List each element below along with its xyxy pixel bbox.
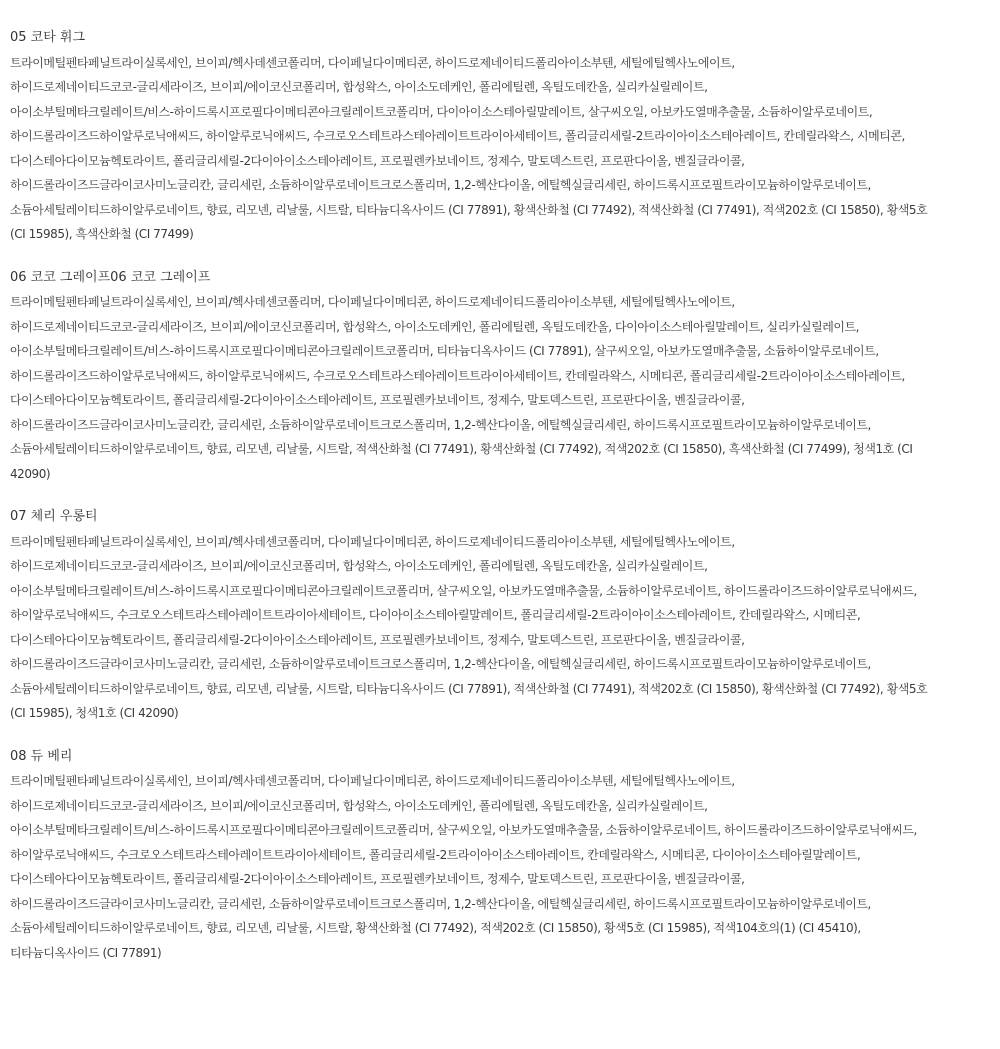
ingredient-line: 티타늄디옥사이드 (CI 77891) [10, 945, 162, 960]
ingredient-line: 다이스테아다이모늄헥토라이트, 폴리글리세릴-2다이아이소스테아레이트, 프로필렌카보네이트, 정제수, 말토덱스트린, 프로판다이올, 벤질글라이콜, [10, 632, 745, 647]
ingredient-line: 하이드롤라이즈드글라이코사미노글리칸, 글리세린, 소듐하이알루로네이트크로스폴리머, 1,2-헥산다이올, 에틸헥실글리세린, 하이드록시프로필트라이모늄하이알루로네이트, [10, 178, 871, 192]
shade-title: 06 코코 그레이프06 코코 그레이프 [10, 269, 211, 285]
shade-section-07 [10, 505, 995, 726]
ingredient-line: 소듐아세틸레이티드하이알루로네이트, 향료, 리모넨, 리날룰, 시트랄, 티타늄디옥사이드 (CI 77891), 적색산화철 (CI 77491), 적색202호 (CI 15850), 황색산화철 (CI 77492), 황색5호 [10, 681, 928, 696]
ingredient-line: 하이알루로닉애씨드, 수크로오스테트라스테아레이트트라이아세테이트, 폴리글리세릴-2트라이아이소스테아레이트, 칸데릴라왁스, 시메티콘, 다이아이소스테아릴말레이트, [10, 847, 861, 862]
ingredient-line: 소듐아세틸레이티드하이알루로네이트, 향료, 리모넨, 리날룰, 시트랄, 적색산화철 (CI 77491), 황색산화철 (CI 77492), 적색202호 (CI 15850), 흑색산화철 (CI 77499), 청색1호 (CI [10, 442, 913, 456]
ingredient-line: (CI 15985), 청색1호 (CI 42090) [10, 706, 179, 720]
ingredient-line: 다이스테아다이모늄헥토라이트, 폴리글리세릴-2다이아이소스테아레이트, 프로필렌카보네이트, 정제수, 말토덱스트린, 프로판다이올, 벤질글라이콜, [10, 153, 745, 168]
ingredient-line: 트라이메틸펜타페닐트라이실록세인, 브이피/헥사데센코폴리머, 다이페닐다이메티콘, 하이드로제네이티드폴리아이소부텐, 세틸에틸헥사노에이트, [10, 774, 735, 788]
ingredient-line: 하이알루로닉애씨드, 수크로오스테트라스테아레이트트라이아세테이트, 다이아이소스테아릴말레이트, 폴리글리세릴-2트라이아이소스테아레이트, 칸데릴라왁스, 시메티콘, [10, 608, 861, 622]
ingredient-line: 하이드롤라이즈드하이알루로닉애씨드, 하이알루로닉애씨드, 수크로오스테트라스테아레이트트라이아세테이트, 칸데릴라왁스, 시메티콘, 폴리글리세릴-2트라이아이소스테아레이트, [10, 368, 905, 383]
ingredient-line: 트라이메틸펜타페닐트라이실록세인, 브이피/헥사데센코폴리머, 다이페닐다이메티콘, 하이드로제네이티드폴리아이소부텐, 세틸에틸헥사노에이트, [10, 295, 735, 309]
ingredient-line: 트라이메틸펜타페닐트라이실록세인, 브이피/헥사데센코폴리머, 다이페닐다이메티콘, 하이드로제네이티드폴리아이소부텐, 세틸에틸헥사노에이트, [10, 55, 735, 70]
shade-section-08 [10, 745, 995, 966]
ingredient-line: (CI 15985), 흑색산화철 (CI 77499) [10, 227, 194, 241]
ingredient-line: 하이드로제네이티드코코-글리세라이즈, 브이피/에이코신코폴리머, 합성왁스, 아이소도데케인, 폴리에틸렌, 옥틸도데칸올, 실리카실릴레이트, [10, 559, 708, 573]
ingredient-line: 아이소부틸메타크릴레이트/비스-하이드록시프로필다이메티콘아크릴레이트코폴리머, 살구씨오일, 아보카도열매추출물, 소듐하이알루로네이트, 하이드롤라이즈드하이알루로닉애씨드, [10, 823, 917, 837]
shade-title: 05 코타 휘그 [10, 30, 86, 45]
ingredient-line: 소듐아세틸레이티드하이알루로네이트, 향료, 리모넨, 리날룰, 시트랄, 티타늄디옥사이드 (CI 77891), 황색산화철 (CI 77492), 적색산화철 (CI 77491), 적색202호 (CI 15850), 황색5호 [10, 202, 928, 217]
ingredient-line: 아이소부틸메타크릴레이트/비스-하이드록시프로필다이메티콘아크릴레이트코폴리머, 티타늄디옥사이드 (CI 77891), 살구씨오일, 아보카도열매추출물, 소듐하이알루로네이트, [10, 344, 879, 358]
ingredient-line: 소듐아세틸레이티드하이알루로네이트, 향료, 리모넨, 리날룰, 시트랄, 황색산화철 (CI 77492), 적색202호 (CI 15850), 황색5호 (CI 15985), 적색104호의(1) (CI 45410), [10, 921, 861, 935]
ingredient-line: 하이드롤라이즈드글라이코사미노글리칸, 글리세린, 소듐하이알루로네이트크로스폴리머, 1,2-헥산다이올, 에틸헥실글리세린, 하이드록시프로필트라이모늄하이알루로네이트, [10, 417, 871, 432]
ingredient-line: 하이드롤라이즈드하이알루로닉애씨드, 하이알루로닉애씨드, 수크로오스테트라스테아레이트트라이아세테이트, 폴리글리세릴-2트라이아이소스테아레이트, 칸데릴라왁스, 시메티콘, [10, 129, 905, 143]
shade-title: 08 듀 베리 [10, 748, 73, 764]
ingredient-line: 42090) [10, 466, 51, 481]
ingredient-line: 하이드로제네이티드코코-글리세라이즈, 브이피/에이코신코폴리머, 합성왁스, 아이소도데케인, 폴리에틸렌, 옥틸도데칸올, 실리카실릴레이트, [10, 80, 708, 94]
ingredient-line: 하이드로제네이티드코코-글리세라이즈, 브이피/에이코신코폴리머, 합성왁스, 아이소도데케인, 폴리에틸렌, 옥틸도데칸올, 다이아이소스테아릴말레이트, 실리카실릴레이트, [10, 319, 860, 334]
shade-title: 07 체리 우롱티 [10, 509, 98, 524]
shade-section-06 [10, 266, 995, 487]
ingredient-line: 하이드롤라이즈드글라이코사미노글리칸, 글리세린, 소듐하이알루로네이트크로스폴리머, 1,2-헥산다이올, 에틸헥실글리세린, 하이드록시프로필트라이모늄하이알루로네이트, [10, 896, 871, 911]
ingredient-line: 다이스테아다이모늄헥토라이트, 폴리글리세릴-2다이아이소스테아레이트, 프로필렌카보네이트, 정제수, 말토덱스트린, 프로판다이올, 벤질글라이콜, [10, 393, 745, 407]
ingredient-line: 하이드로제네이티드코코-글리세라이즈, 브이피/에이코신코폴리머, 합성왁스, 아이소도데케인, 폴리에틸렌, 옥틸도데칸올, 실리카실릴레이트, [10, 798, 708, 813]
shade-section-05 [10, 26, 995, 247]
ingredient-document [10, 26, 995, 984]
ingredient-line: 하이드롤라이즈드글라이코사미노글리칸, 글리세린, 소듐하이알루로네이트크로스폴리머, 1,2-헥산다이올, 에틸헥실글리세린, 하이드록시프로필트라이모늄하이알루로네이트, [10, 657, 871, 671]
ingredient-line: 아이소부틸메타크릴레이트/비스-하이드록시프로필다이메티콘아크릴레이트코폴리머, 살구씨오일, 아보카도열매추출물, 소듐하이알루로네이트, 하이드롤라이즈드하이알루로닉애씨드, [10, 583, 917, 598]
ingredient-line: 아이소부틸메타크릴레이트/비스-하이드록시프로필다이메티콘아크릴레이트코폴리머, 다이아이소스테아릴말레이트, 살구씨오일, 아보카도열매추출물, 소듐하이알루로네이트, [10, 104, 873, 119]
ingredient-line: 트라이메틸펜타페닐트라이실록세인, 브이피/헥사데센코폴리머, 다이페닐다이메티콘, 하이드로제네이티드폴리아이소부텐, 세틸에틸헥사노에이트, [10, 534, 735, 549]
ingredient-line: 다이스테아다이모늄헥토라이트, 폴리글리세릴-2다이아이소스테아레이트, 프로필렌카보네이트, 정제수, 말토덱스트린, 프로판다이올, 벤질글라이콜, [10, 872, 745, 886]
